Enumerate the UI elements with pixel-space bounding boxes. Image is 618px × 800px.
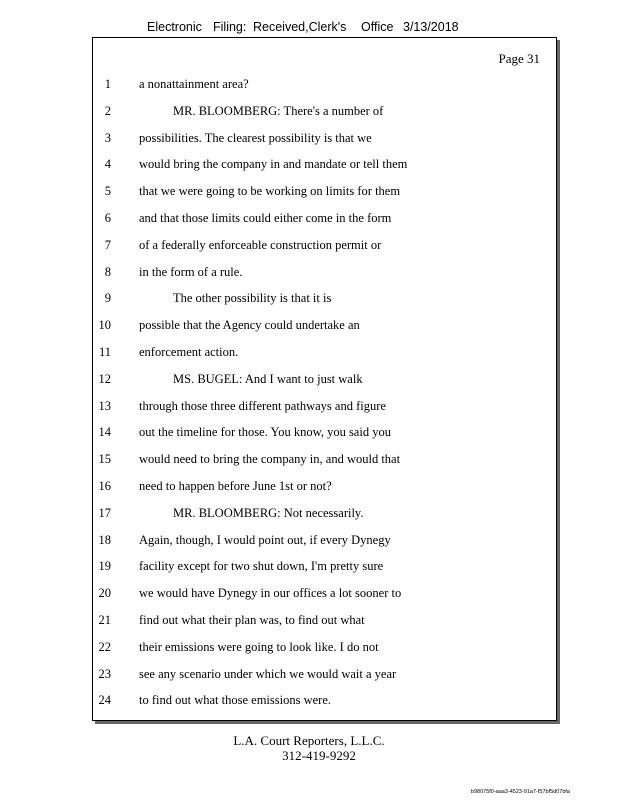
line-number: 11: [98, 344, 111, 359]
transcript-line: [93, 98, 556, 125]
document-id: b98075f0-aaa3-4523-91a7-f57bf5d07bfa: [470, 789, 570, 795]
transcript-line: [93, 232, 556, 259]
transcript-line: [93, 607, 556, 634]
transcript-line: [93, 687, 556, 714]
line-number: 24: [98, 693, 111, 708]
line-text: Again, though, I would point out, if every Dynegy: [139, 532, 391, 547]
line-number: 2: [104, 103, 111, 118]
filing-header-received: Received,Clerk's: [253, 20, 347, 34]
line-number: 12: [98, 371, 111, 386]
line-text: a nonattainment area?: [139, 77, 249, 91]
line-number: 7: [104, 237, 111, 252]
transcript-line: [93, 446, 556, 473]
transcript-line: [93, 178, 556, 205]
transcript-line: [93, 553, 556, 580]
line-number: 8: [104, 264, 111, 279]
transcript-line: [93, 366, 556, 393]
line-text: facility except for two shut down, I'm pretty sure: [139, 559, 384, 574]
line-text: would bring the company in and mandate or tell them: [139, 157, 408, 172]
transcript-line: [93, 339, 556, 366]
line-text: and that those limits could either come in the form: [139, 210, 392, 225]
line-number: 20: [98, 586, 111, 601]
line-text: that we were going to be working on limits for them: [139, 184, 401, 199]
line-number: 16: [98, 478, 111, 493]
line-text: find out what their plan was, to find out what: [139, 612, 365, 627]
line-number: 5: [104, 184, 111, 199]
line-number: 13: [98, 398, 111, 413]
line-text: would need to bring the company in, and would that: [139, 452, 401, 467]
transcript-line: [93, 419, 556, 446]
transcript-line: [93, 473, 556, 500]
line-number: 18: [98, 532, 111, 547]
footer-phone: 312-419-9292: [282, 748, 356, 763]
filing-header: [0, 20, 618, 36]
line-text: in the form of a rule.: [139, 264, 243, 279]
line-text: MR. BLOOMBERG: There's a number of: [173, 103, 384, 118]
line-text: MS. BUGEL: And I want to just walk: [173, 371, 363, 386]
transcript-line: [93, 527, 556, 554]
line-number: 6: [104, 210, 111, 225]
line-number: 23: [98, 666, 111, 681]
transcript-line: [93, 500, 556, 527]
line-text: possibilities. The clearest possibility is that we: [139, 130, 372, 145]
line-text: their emissions were going to look like. I do not: [139, 639, 379, 654]
transcript-line: [93, 71, 556, 98]
line-number: 4: [104, 157, 111, 172]
line-text: through those three different pathways and figure: [139, 398, 386, 413]
line-text: The other possibility is that it is: [173, 291, 332, 306]
line-number: 19: [98, 559, 111, 574]
line-number: 14: [98, 425, 111, 440]
line-text: possible that the Agency could undertake an: [139, 318, 360, 333]
line-number: 3: [104, 130, 111, 145]
line-text: MR. BLOOMBERG: Not necessarily.: [173, 505, 364, 520]
filing-header-filing: Filing:: [213, 20, 247, 34]
transcript-line: [93, 285, 556, 312]
line-number: 15: [98, 452, 111, 467]
filing-header-date: 3/13/2018: [403, 20, 459, 34]
transcript-line: [93, 125, 556, 152]
transcript-lines: [93, 71, 556, 714]
line-number: 9: [104, 291, 111, 306]
page-number: Page 31: [498, 51, 540, 66]
transcript-line: [93, 634, 556, 661]
line-text: of a federally enforceable construction permit or: [139, 237, 382, 252]
line-text: see any scenario under which we would wait a year: [139, 666, 397, 681]
line-text: enforcement action.: [139, 344, 239, 359]
transcript-page: [92, 37, 557, 721]
line-number: 22: [98, 639, 111, 654]
line-number: 1: [104, 77, 111, 91]
transcript-line: [93, 205, 556, 232]
filing-header-electronic: Electronic: [147, 20, 202, 34]
transcript-line: [93, 312, 556, 339]
line-number: 17: [98, 505, 111, 520]
line-text: need to happen before June 1st or not?: [139, 478, 332, 493]
footer-company: L.A. Court Reporters, L.L.C.: [233, 733, 385, 748]
transcript-line: [93, 580, 556, 607]
line-text: to find out what those emissions were.: [139, 693, 331, 708]
line-text: out the timeline for those. You know, you said you: [139, 425, 391, 440]
line-text: we would have Dynegy in our offices a lot sooner to: [139, 586, 402, 601]
line-number: 21: [98, 612, 111, 627]
transcript-line: [93, 259, 556, 286]
transcript-line: [93, 661, 556, 688]
transcript-line: [93, 393, 556, 420]
line-number: 10: [98, 318, 111, 333]
filing-header-office: Office: [361, 20, 394, 34]
transcript-line: [93, 151, 556, 178]
